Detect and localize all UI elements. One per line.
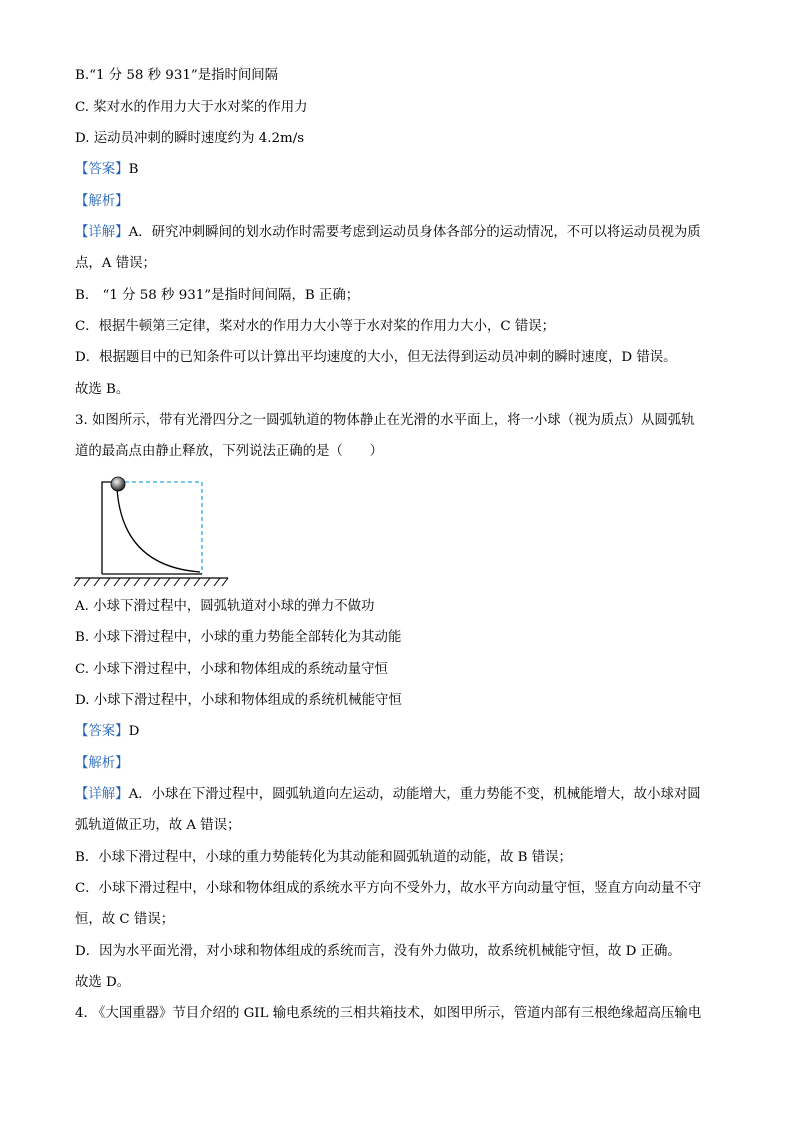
detail-tag: 【详解】	[75, 787, 129, 802]
quarter-arc-track-figure	[70, 474, 235, 590]
q2-detail-a	[75, 223, 701, 243]
q3-detail-a	[75, 785, 701, 805]
detail-text: A．小球在下滑过程中，圆弧轨道向左运动，动能增大，重力势能不变，机械能增大，故小球对圆	[128, 787, 701, 802]
q3-stem-cont: 道的最高点由静止释放，下列说法正确的是（ ）	[75, 444, 383, 459]
q3-option-c: C. 小球下滑过程中，小球和物体组成的系统动量守恒	[75, 662, 388, 677]
q2-option-b: B.“1 分 58 秒 931”是指时间间隔	[75, 68, 279, 83]
arc-track	[117, 488, 200, 572]
q2-detail-d: D．根据题目中的已知条件可以计算出平均速度的大小，但无法得到运动员冲刺的瞬时速度，D 错误。	[75, 350, 677, 365]
q2-option-c: C. 桨对水的作用力大于水对桨的作用力	[75, 100, 308, 115]
q3-option-a: A. 小球下滑过程中，圆弧轨道对小球的弹力不做功	[75, 599, 375, 614]
detail-tag: 【详解】	[75, 225, 129, 240]
ball	[111, 477, 125, 491]
q3-option-b: B. 小球下滑过程中，小球的重力势能全部转化为其动能	[75, 630, 402, 645]
q2-detail-a-cont: 点，A 错误；	[75, 256, 156, 271]
answer-value: B	[128, 162, 139, 177]
q3-detail-b: B．小球下滑过程中，小球的重力势能转化为其动能和圆弧轨道的动能，故 B 错误；	[75, 850, 572, 865]
q3-detail-c: C．小球下滑过程中，小球和物体组成的系统水平方向不受外力，故水平方向动量守恒，竖直方向动量不守	[75, 881, 702, 896]
q3-analysis-tag: 【解析】	[75, 756, 129, 771]
q3-option-d: D. 小球下滑过程中，小球和物体组成的系统机械能守恒	[75, 693, 402, 708]
q2-option-d: D. 运动员冲刺的瞬时速度约为 4.2m/s	[75, 131, 305, 146]
q3-detail-a-cont: 弧轨道做正功，故 A 错误；	[75, 818, 241, 833]
detail-text: A．研究冲刺瞬间的划水动作时需要考虑到运动员身体各部分的运动情况，不可以将运动员视为质	[128, 225, 701, 240]
q2-conclusion: 故选 B。	[75, 382, 130, 397]
q2-detail-c: C．根据牛顿第三定律，桨对水的作用力大小等于水对桨的作用力大小，C 错误；	[75, 319, 556, 334]
q2-answer	[75, 160, 138, 180]
q3-detail-d: D．因为水平面光滑，对小球和物体组成的系统而言，没有外力做功，故系统机械能守恒，故 D 正确。	[75, 944, 681, 959]
q2-detail-b: B． “1 分 58 秒 931”是指时间间隔，B 正确；	[75, 288, 360, 303]
dashed-boundary	[125, 482, 202, 574]
block-outline	[102, 482, 112, 574]
q3-conclusion: 故选 D。	[75, 975, 131, 990]
q3-answer	[75, 722, 139, 742]
answer-tag: 【答案】	[75, 724, 129, 739]
q3-stem: 3. 如图所示，带有光滑四分之一圆弧轨道的物体静止在光滑的水平面上，将一小球（视为质点）从圆弧轨	[75, 413, 695, 428]
ground-hatching	[74, 578, 228, 586]
q3-detail-c-cont: 恒，故 C 错误；	[75, 912, 175, 927]
q4-stem: 4. 《大国重器》节目介绍的 GIL 输电系统的三相共箱技术，如图甲所示，管道内部有三根绝缘超高压输电	[75, 1006, 702, 1021]
q2-analysis-tag: 【解析】	[75, 194, 129, 209]
answer-value: D	[128, 724, 140, 739]
answer-tag: 【答案】	[75, 162, 129, 177]
